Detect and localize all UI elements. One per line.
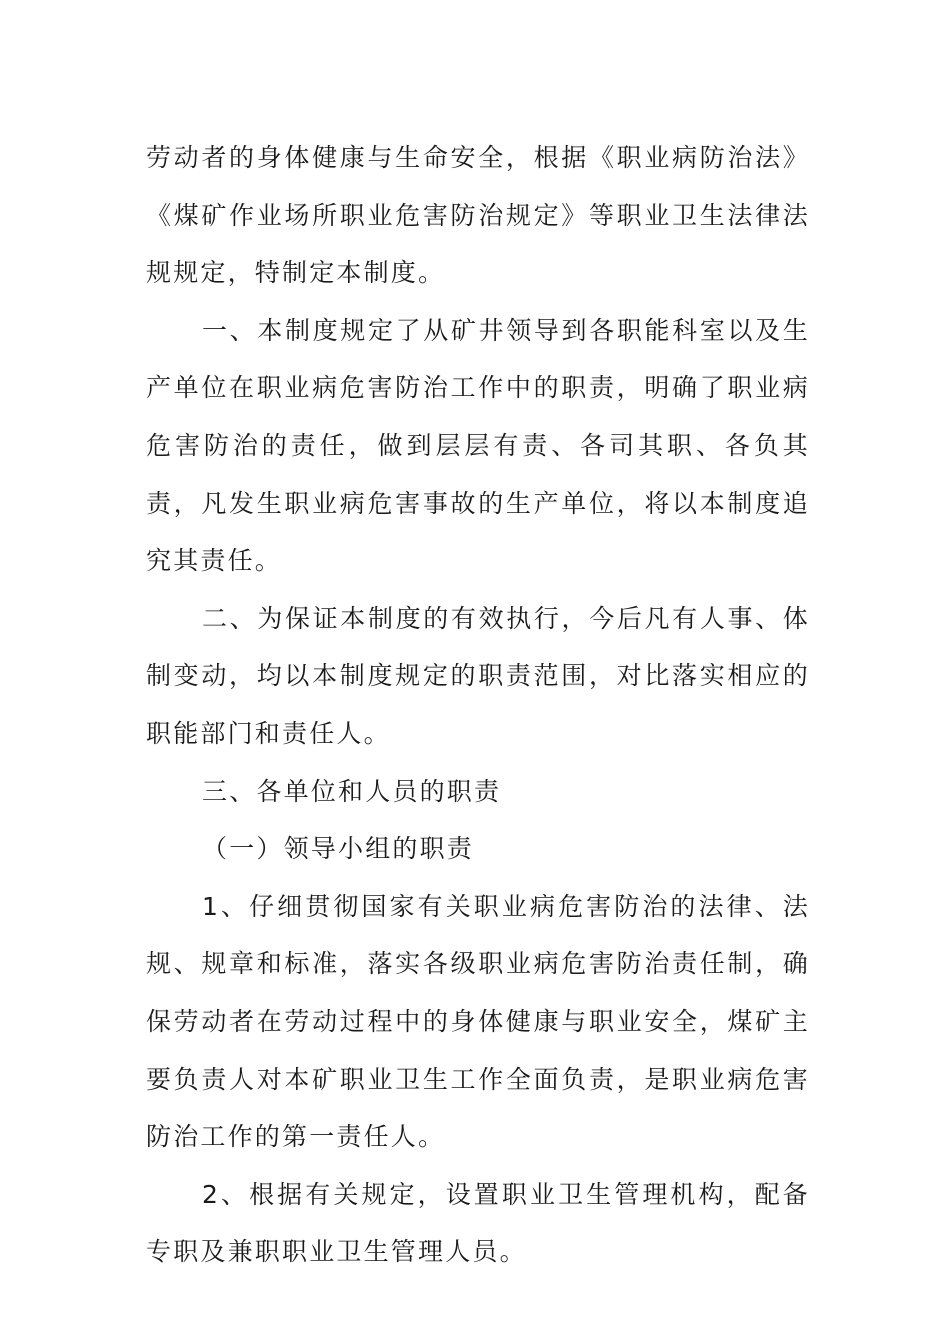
paragraph-item-2: 二、为保证本制度的有效执行，今后凡有人事、体制变动，均以本制度规定的职责范围，对比落实相应的职能部门和责任人。	[146, 603, 810, 748]
section-heading-duties: 三、各单位和人员的职责	[202, 776, 502, 806]
paragraph-item-1: 一、本制度规定了从矿井领导到各职能科室以及生产单位在职业病危害防治工作中的职责，明确了职业病危害防治的责任，做到层层有责、各司其职、各负其责，凡发生职业病危害事故的生产单位，将以本制度追究其责任。	[146, 315, 810, 576]
subsection-heading-leadership: （一）领导小组的职责	[202, 834, 475, 864]
paragraph-intro: 劳动者的身体健康与生命安全，根据《职业病防治法》《煤矿作业场所职业危害防治规定》等职业卫生法律法规规定，特制定本制度。	[146, 143, 810, 288]
paragraph-clause-2: 2、根据有关规定，设置职业卫生管理机构，配备专职及兼职职业卫生管理人员。	[146, 1179, 810, 1267]
paragraph-clause-1: 1、仔细贯彻国家有关职业病危害防治的法律、法规、规章和标准，落实各级职业病危害防治责任制，确保劳动者在劳动过程中的身体健康与职业安全，煤矿主要负责人对本矿职业卫生工作全面负责，是职业病危害防治工作的第一责任人。	[146, 891, 810, 1152]
document-body	[146, 129, 810, 1281]
